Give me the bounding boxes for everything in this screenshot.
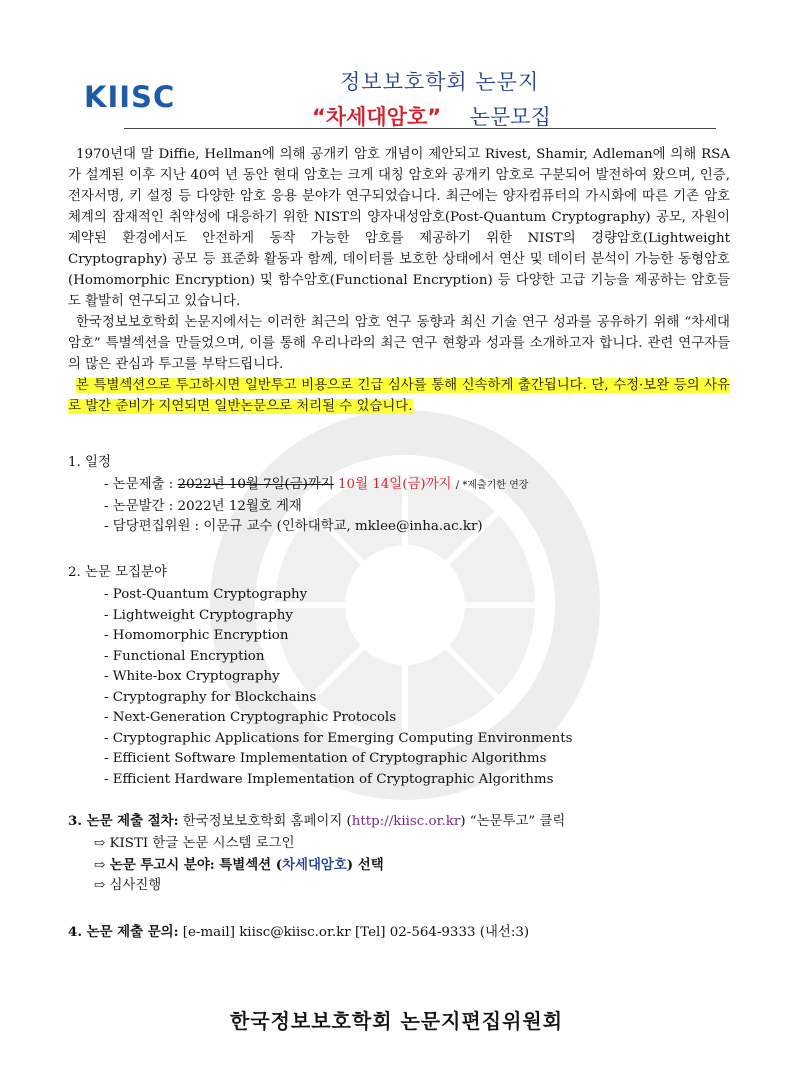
procedure-line: [68, 811, 565, 832]
header-divider: [124, 128, 716, 129]
special-section-name: “차세대암호”: [312, 105, 442, 129]
kiisc-homepage-link[interactable]: http://kiisc.or.kr: [351, 814, 461, 829]
procedure-step-review: ⇨ 심사진행: [94, 878, 162, 893]
submit-deadline: [104, 475, 528, 497]
list-item: - Cryptographic Applications for Emerging Computing Environments: [104, 730, 573, 746]
call-label: 논문모집: [469, 105, 551, 129]
kiisc-logo: KIISC: [84, 80, 176, 114]
procedure-step-field: [94, 855, 565, 877]
new-deadline: 10월 14일(금)까지: [338, 477, 452, 492]
procedure-step-login: ⇨ KISTI 한글 논문 시스템 로그인: [94, 836, 295, 851]
topics-section: [68, 563, 572, 790]
procedure-section: [68, 811, 565, 897]
step-field-highlight: 차세대암호: [282, 856, 347, 873]
call-title: [312, 101, 551, 131]
topics-heading: 2. 논문 모집분야: [68, 565, 167, 580]
contact-text: [e-mail] kiisc@kiisc.or.kr [Tel] 02-564-9333 (내선:3): [178, 925, 530, 940]
list-item: - Post-Quantum Cryptography: [104, 587, 308, 602]
list-item: - White-box Cryptography: [104, 669, 280, 684]
footer-committee: 한국정보보호학회 논문지편집위원회: [229, 1009, 564, 1033]
editor-info: - 담당편집위원 : 이문규 교수 (인하대학교, mklee@inha.ac.kr): [104, 519, 483, 534]
publish-date: - 논문발간 : 2022년 12월호 게재: [104, 498, 302, 514]
list-item: - Homomorphic Encryption: [104, 628, 289, 643]
contact-section: [68, 922, 529, 943]
schedule-section: [68, 453, 528, 538]
list-item: - Next-Generation Cryptographic Protocols: [104, 710, 397, 725]
intro-paragraph-2: 한국정보보호학회 논문지에서는 이러한 최근의 암호 연구 동향과 최신 기술 연구 성과를 공유하기 위해 “차세대암호” 특별섹션을 만들었으며, 이를 통해 우리나라의 최근 연구 현황과 성과를 소개하고자 합니다. 관련 연구자들의 많은 관심과 투고를 부탁드립니다.: [68, 315, 730, 372]
deadline-note: / *제출기한 연장: [455, 480, 529, 491]
topics-list: [104, 585, 572, 790]
intro-section: [68, 144, 730, 417]
procedure-heading: 3. 논문 제출 절차:: [68, 813, 179, 829]
journal-title: 정보보호학회 논문지: [340, 70, 540, 94]
step-field-prefix: ⇨ 논문 투고시 분야: 특별섹션 (: [94, 856, 283, 873]
list-item: - Lightweight Cryptography: [104, 607, 293, 623]
list-item: - Efficient Hardware Implementation of Cryptographic Algorithms: [104, 771, 554, 787]
old-deadline: 2022년 10월 7일(금)까지: [177, 477, 334, 492]
contact-line: [68, 922, 529, 943]
intro-highlight: [68, 375, 730, 417]
submit-label: - 논문제출 :: [104, 477, 178, 492]
procedure-text-after: ) “논문투고” 클릭: [460, 814, 566, 829]
intro-paragraph-1: 1970년대 말 Diffie, Hellman에 의해 공개키 암호 개념이 제안되고 Rivest, Shamir, Adleman에 의해 RSA가 설계된 이후 지난 40여 년 동안 현대 암호는 크게 대칭 암호와 공개키 암호로 구분되어 발전하여 왔으며, 인증, 전자서명, 키 설정 등 다양한 암호 응용 분야가 연구되었습니다. 최근에는 양자컴퓨터의 가시화에 따른 기존 암호 체계의 잠재적인 취약성에 대응하기 위한 NIST의 양자내성암호(Post-Quantum Cryptography) 공모, 자원이 제약된 환경에서도 안전하게 동작 가능한 암호를 제공하기 위한 NIST의 경량암호(Lightweight Cryptography) 공모 등 표준화 활동과 함께, 데이터를 보호한 상태에서 연산 및 데이터 분석이 가능한 동형암호(Homomorphic Encryption) 및 함수암호(Functional Encryption) 등 다양한 고급 기능을 제공하는 암호들도 활발히 연구되고 있습니다.: [68, 147, 730, 309]
contact-heading: 4. 논문 제출 문의:: [68, 924, 179, 940]
schedule-heading: 1. 일정: [68, 455, 111, 470]
list-item: - Efficient Software Implementation of Cryptographic Algorithms: [104, 751, 547, 766]
step-field-suffix: ) 선택: [346, 856, 384, 873]
procedure-text-before: 한국정보보호학회 홈페이지 (: [178, 814, 352, 829]
list-item: - Cryptography for Blockchains: [104, 689, 317, 705]
highlight-text: 본 특별섹션으로 투고하시면 일반투고 비용으로 긴급 심사를 통해 신속하게 출간됩니다. 단, 수정·보완 등의 사유로 발간 준비가 지연되면 일반논문으로 처리될 수 있습니다.: [68, 378, 730, 414]
list-item: - Functional Encryption: [104, 648, 265, 664]
